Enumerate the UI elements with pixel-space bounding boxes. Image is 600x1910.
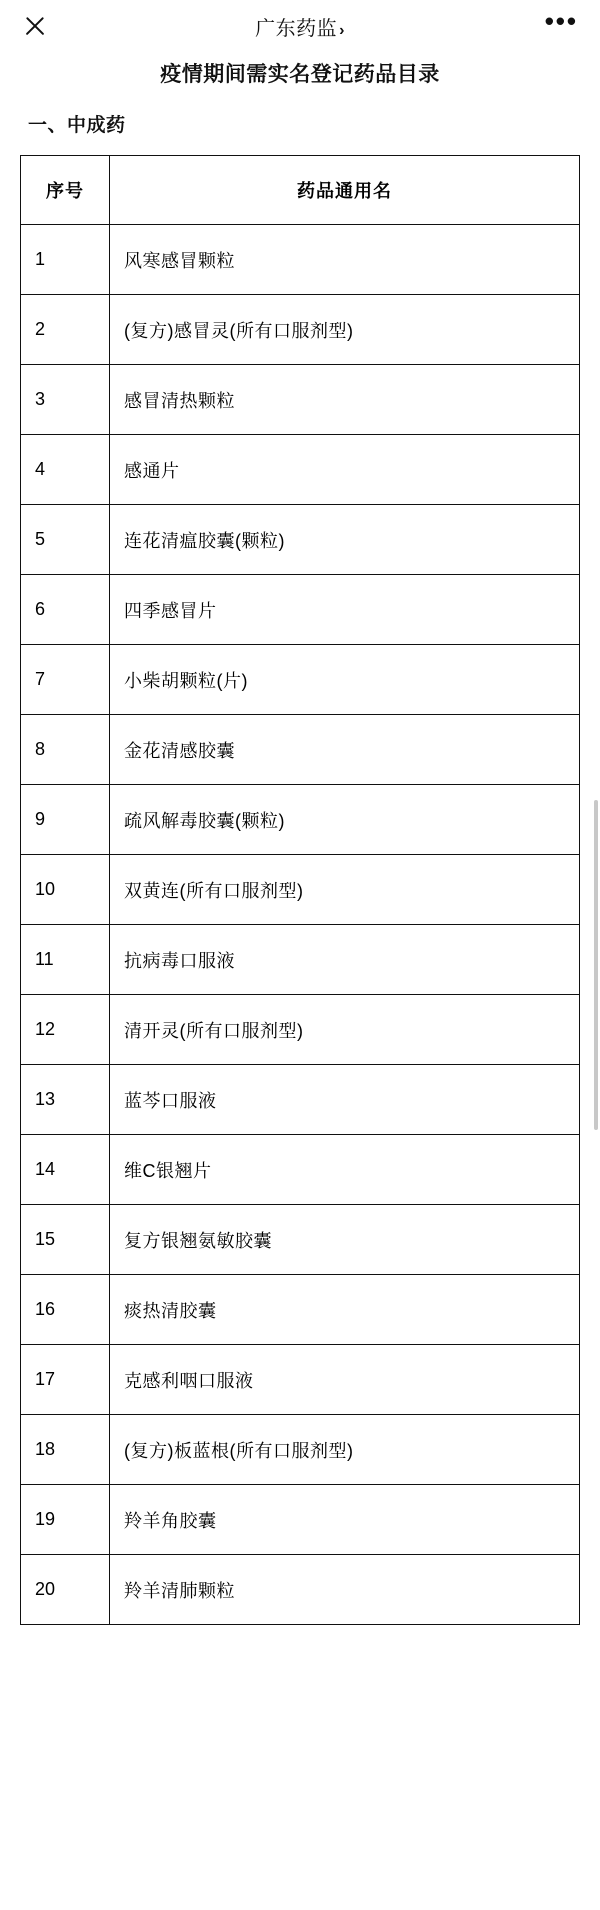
table-row [21,1415,580,1485]
cell-index: 2 [21,295,110,365]
chevron-right-icon: › [339,21,345,39]
cell-drug-name: 痰热清胶囊 [110,1275,580,1345]
cell-drug-name: 维C银翘片 [110,1135,580,1205]
cell-drug-name: (复方)感冒灵(所有口服剂型) [110,295,580,365]
table-row [21,925,580,995]
cell-index: 1 [21,225,110,295]
cell-index: 6 [21,575,110,645]
cell-index: 4 [21,435,110,505]
cell-drug-name: 风寒感冒颗粒 [110,225,580,295]
article-body [0,58,600,1655]
close-icon[interactable] [22,13,48,39]
cell-index: 11 [21,925,110,995]
table-row [21,505,580,575]
cell-drug-name: 小柴胡颗粒(片) [110,645,580,715]
cell-index: 19 [21,1485,110,1555]
cell-index: 12 [21,995,110,1065]
table-row [21,1485,580,1555]
cell-drug-name: 金花清感胶囊 [110,715,580,785]
table-row [21,435,580,505]
table-row [21,1065,580,1135]
cell-drug-name: 清开灵(所有口服剂型) [110,995,580,1065]
cell-drug-name: (复方)板蓝根(所有口服剂型) [110,1415,580,1485]
table-row [21,995,580,1065]
cell-index: 5 [21,505,110,575]
cell-drug-name: 疏风解毒胶囊(颗粒) [110,785,580,855]
section-heading: 一、中成药 [28,115,126,136]
drug-list-table [20,155,580,1625]
account-name: 广东药监 [255,17,338,40]
cell-drug-name: 连花清瘟胶囊(颗粒) [110,505,580,575]
cell-index: 7 [21,645,110,715]
table-row [21,575,580,645]
table-row [21,365,580,435]
cell-drug-name: 蓝芩口服液 [110,1065,580,1135]
table-header-row [21,156,580,225]
table-header [21,156,580,225]
table-row [21,1555,580,1625]
table-row [21,855,580,925]
cell-index: 10 [21,855,110,925]
cell-drug-name: 羚羊角胶囊 [110,1485,580,1555]
scrollbar[interactable] [594,800,598,1130]
cell-index: 3 [21,365,110,435]
page-title [0,6,600,41]
cell-drug-name: 羚羊清肺颗粒 [110,1555,580,1625]
cell-index: 20 [21,1555,110,1625]
more-options-icon[interactable]: ••• [544,6,578,36]
cell-index: 13 [21,1065,110,1135]
cell-drug-name: 复方银翘氨敏胶囊 [110,1205,580,1275]
cell-index: 9 [21,785,110,855]
cell-drug-name: 双黄连(所有口服剂型) [110,855,580,925]
table-row [21,785,580,855]
column-header-index: 序号 [21,156,110,225]
cell-index: 18 [21,1415,110,1485]
table-row [21,645,580,715]
cell-index: 17 [21,1345,110,1415]
table-row [21,225,580,295]
cell-drug-name: 克感利咽口服液 [110,1345,580,1415]
cell-index: 8 [21,715,110,785]
top-navigation-bar [0,0,600,52]
cell-index: 16 [21,1275,110,1345]
cell-drug-name: 感通片 [110,435,580,505]
table-body [21,225,580,1625]
table-row [21,1135,580,1205]
table-row [21,1205,580,1275]
cell-drug-name: 四季感冒片 [110,575,580,645]
column-header-drug-name: 药品通用名 [110,156,580,225]
cell-index: 15 [21,1205,110,1275]
table-row [21,715,580,785]
document-title: 疫情期间需实名登记药品目录 [160,63,440,86]
table-row [21,1275,580,1345]
cell-drug-name: 感冒清热颗粒 [110,365,580,435]
cell-drug-name: 抗病毒口服液 [110,925,580,995]
table-row [21,1345,580,1415]
table-row [21,295,580,365]
cell-index: 14 [21,1135,110,1205]
